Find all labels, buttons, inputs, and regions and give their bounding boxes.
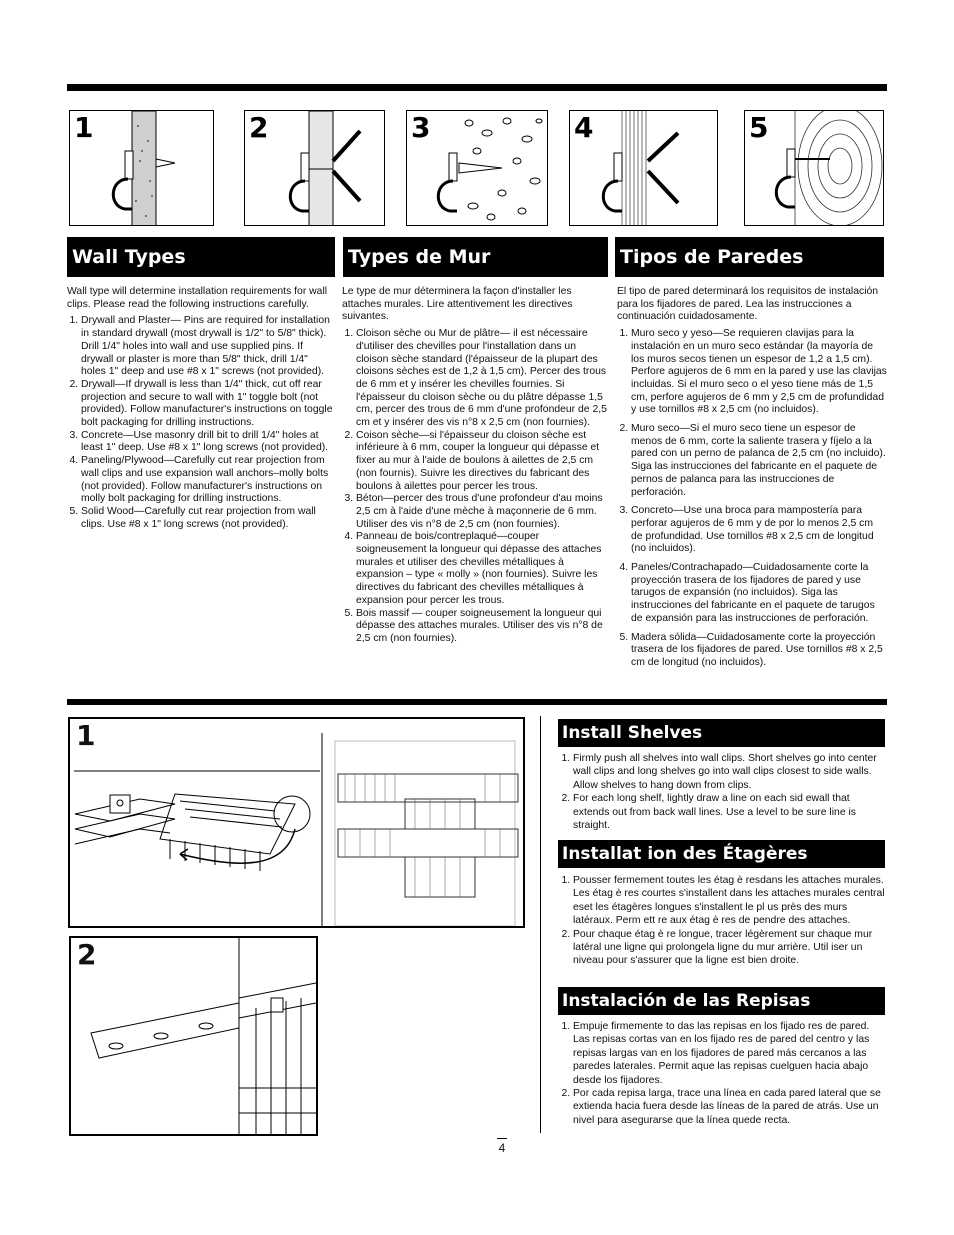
install-es-text [559,1020,885,1127]
list-item: 2. Coison sèche—si l'épaisseur du cloison sèche est inférieure à 6 mm, couper la longueur qui dépasse et fixer au mur à l'aide de boulons à ailettes de 2,5 cm (non fournis). Suivre les directives du fabricant des boulons à ailettes pour percer les trous. [356,430,610,494]
wall-types-list [67,315,335,531]
list-item: 2. Por cada repisa larga, trace una línea en cada pared lateral que se extienda hacia fuera desde las líneas de la pared de atrás. Use un nivel para asegurarse que la línea quede recta. [573,1087,885,1127]
page-number: 4 [497,1138,507,1155]
list-item: 4. Panneau de bois/contreplaqué—couper soigneusement la longueur qui dépasse des attaches murales et utiliser des chevilles métalliques à expansion – type « molly » (non fournies). Suivre les directives du fabricant des chevilles métalliques à expansion pour percer les trous. [356,531,610,607]
heading-wall-types-en: Wall Types [67,237,335,277]
figure-number: 5 [749,111,769,144]
list-item: 5. Solid Wood—Carefully cut rear projection from wall clips. Use #8 x 1" long screws (not provided). [81,506,335,531]
heading-install-en: Install Shelves [558,719,885,747]
photo-number: 1 [76,719,96,752]
intro-paragraph: Wall type will determine installation requirements for wall clips. Please read the following instructions carefully. [67,286,328,310]
list-item: 1. Drywall and Plaster— Pins are required for installation in standard drywall (most drywall is 1/2" to 5/8" thick). Drill 1/4" holes into wall and use supplied pins. If drywall or plaster is more than 5/8" thick, drill 1/4" holes 1" deep and use #8 x 1" screws (not provided). [81,315,335,379]
figure-5-solid-wood [744,110,884,226]
figure-number: 1 [74,111,94,144]
figure-number: 2 [249,111,269,144]
install-en-text [559,752,885,832]
list-item: 1. Empuje firmemente to das las repisas en los fijado res de pared. Las repisas cortas van en los fijado res de pared del centro y las repisas largas van en los fijadores de pared más cercanos a las paredes laterales. Permit aque las repisas cuelguen hacia abajo desde los fijadores. [573,1020,885,1087]
list-item: 1. Pousser fermement toutes les étag è resdans les attaches murales. Les étag è res courtes s'installent dans les attaches murales central eset les étagères longues s'installent le pl us près des murs latéraux. Perm ett re aux étag è res de pendre des attaches. [573,874,885,928]
figure-1-drywall [69,110,214,226]
install-illustration-2 [69,936,318,1136]
middle-rule [67,699,887,705]
list-item: 1. Muro seco y yeso—Se requieren clavijas para la instalación en un muro seco estándar (la mayoría de los muros secos tienen un espesor de 1,2 a 1,5 cm). Perfore agujeros de 6 mm en la pared y use las clavijas incluidas. Si el muro seco o el yeso tiene más de 1,5 cm, perfore agujeros de 6 mm y 2,5 cm de profundidad y use tornillos #8 x 2,5 cm (no incluidos). [631,328,887,417]
photo-number: 2 [77,938,97,971]
intro-paragraph: Le type de mur déterminera la façon d'installer les attaches murales. Lire attentivement les directives suivantes. [342,286,573,323]
heading-wall-types-fr: Types de Mur [343,237,608,277]
list-item: 2. Pour chaque étag è re longue, tracer légèrement sur chaque mur latéral une ligne qui prolongela ligne du mur arrière. Util iser un niveau pour s'assurer que la ligne est bien droite. [573,928,885,968]
list-item: 3. Béton—percer des trous d'une profondeur d'au moins 2,5 cm à l'aide d'une mèche à maçonnerie de 6 mm. Utiliser des vis n°8 de 2,5 cm (non fournies). [356,493,610,531]
figure-2-thin-drywall [244,110,385,226]
figure-4-paneling [569,110,718,226]
list-item: 4. Paneles/Contrachapado—Cuidadosamente corte la proyección trasera de los fijadores de pared y use tarugos de expansión (no incluidos). Siga las instrucciones del fabricante en el paquete de tarugos de expansión para las instrucciones de perforación. [631,562,887,626]
list-item: 3. Concreto—Use una broca para mampostería para perforar agujeros de 6 mm y de por lo menos 2,5 cm de profundidad. Use tornillos #8 x 2,5 cm de longitud (no incluidos). [631,505,887,556]
list-item: 5. Bois massif — couper soigneusement la longueur qui dépasse des attaches murales. Utiliser des vis n°8 de 2,5 cm (non fournies). [356,608,610,646]
wall-types-list [342,328,610,646]
top-rule [67,84,887,91]
list-item: 2. For each long shelf, lightly draw a line on each sid ewall that extends out from back wall lines. Use a level to be sure line is straight. [573,792,885,832]
heading-install-fr: Installat ion des Étagères [558,840,885,868]
figure-3-concrete [406,110,548,226]
figure-number: 4 [574,111,594,144]
install-illustration-1 [68,717,525,928]
list-item: 4. Paneling/Plywood—Carefully cut rear projection from wall clips and use expansion wall anchors–molly bolts (not provided). Follow manufacturer's instructions on molly bolt packaging for drilling instructions. [81,455,335,506]
install-list [559,752,885,832]
list-item: 1. Cloison sèche ou Mur de plâtre— il est nécessaire d'utiliser des chevilles pour l'installation dans un cloison sèche standard (l'épaisseur de la plupart des cloisons sèches est de 1,2 à 1,5 cm). Percer des trous de 6 mm et y insérer les chevilles fournies. Si l'épaisseur du cloison sèche ou du plâtre dépasse 1,5 cm, percer des trous de 6 mm d'une profondeur de 2,5 cm et y insérer des vis n°8 x 2,5 cm (non fournies). [356,328,610,430]
list-item: 2. Drywall—If drywall is less than 1/4" thick, cut off rear projection and secure to wall with 1" toggle bolt (not provided). Follow manufacturer's instructions on toggle bolt packaging for drilling instructions. [81,379,335,430]
heading-install-es: Instalación de las Repisas [558,987,885,1015]
wall-types-list [617,328,887,670]
shelf-into-clip-illustration [70,719,523,926]
wall-types-es-text [617,286,887,670]
figure-number: 3 [411,111,431,144]
list-item: 3. Concrete—Use masonry drill bit to drill 1/4" holes at least 1" deep. Use #8 x 1" long screws (not provided). [81,430,335,455]
wall-types-fr-text [342,286,610,646]
intro-paragraph: El tipo de pared determinará los requisitos de instalación para los fijadores de pared. Lea las instrucciones a continuación cuidadosamente. [617,286,879,323]
column-divider [540,716,541,1133]
install-fr-text [559,874,885,968]
wall-types-en-text [67,286,335,531]
list-item: 2. Muro seco—Si el muro seco tiene un espesor de menos de 6 mm, corte la saliente trasera y fíjelo a la pared con un perno de palanca de 2,5 cm (no incluido). Siga las instrucciones del fabricante en el paquete de pernos de palanca para las instrucciones de perforación. [631,423,887,499]
heading-wall-types-es: Tipos de Paredes [615,237,884,277]
list-item: 5. Madera sólida—Cuidadosamente corte la proyección trasera de los fijadores de pared. Use tornillos #8 x 2,5 cm de longitud (no incluidos). [631,632,887,670]
list-item: 1. Firmly push all shelves into wall clips. Short shelves go into center wall clips and long shelves go into wall clips closest to side walls. Allow shelves to hang down from clips. [573,752,885,792]
install-list [559,874,885,968]
install-list [559,1020,885,1127]
level-line-illustration [71,938,316,1134]
